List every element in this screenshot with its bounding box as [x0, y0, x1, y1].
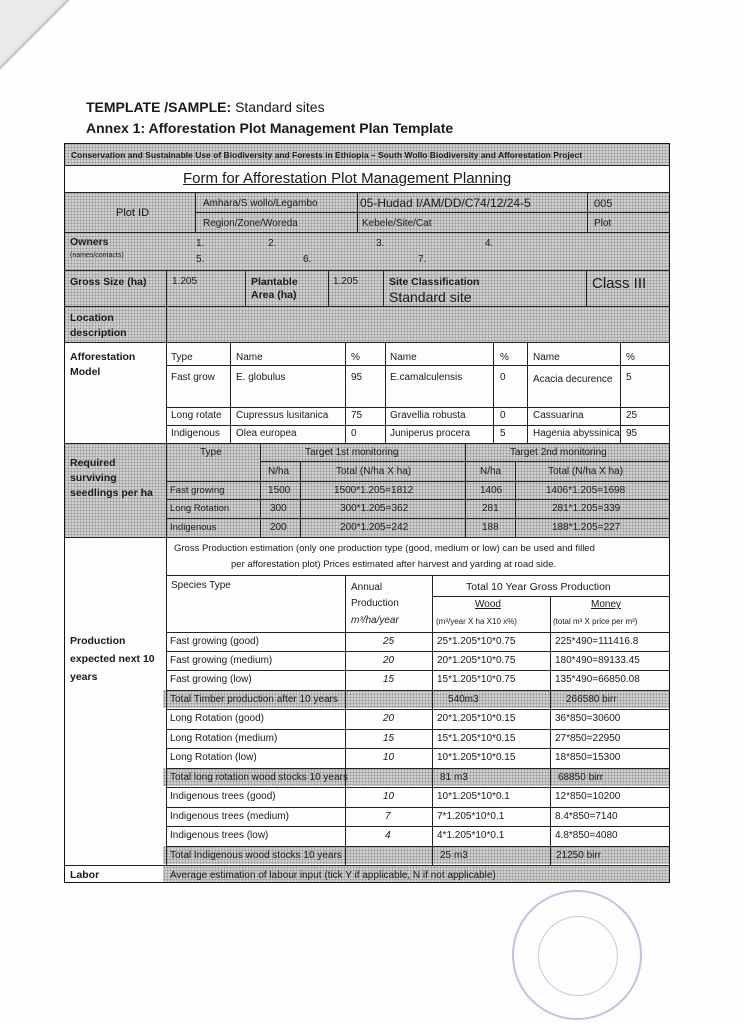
prod-cell: 4 [385, 830, 391, 841]
prod-total-cell: 21250 birr [556, 850, 602, 861]
prod-total-cell: 540m3 [448, 694, 479, 705]
site-classification-label: Site Classification [389, 276, 480, 288]
req-cell: 188*1.205=227 [552, 522, 621, 533]
template-heading-rest: Standard sites [235, 99, 325, 115]
prod-cell: Indigenous trees (medium) [170, 811, 289, 822]
prod-total-cell: 266580 birr [566, 694, 617, 705]
req-header-type: Type [200, 447, 222, 458]
aff-cell: Gravellia robusta [390, 410, 466, 421]
aff-cell: 5 [500, 428, 506, 439]
prod-header-wood: Wood [475, 599, 501, 610]
prod-cell: Long Rotation (low) [170, 752, 257, 763]
req-cell: 300 [270, 503, 287, 514]
aff-cell: 95 [351, 372, 363, 383]
prod-header-money: Money [591, 599, 622, 610]
req-cell: 1500 [268, 485, 291, 496]
template-heading-bold: TEMPLATE /SAMPLE: [86, 99, 232, 115]
prod-total-cell: Total Timber production after 10 years [170, 694, 338, 705]
aff-cell: 25 [626, 410, 638, 421]
aff-cell: E. globulus [236, 372, 286, 383]
aff-cell: E.camalculensis [390, 372, 463, 383]
region-zone-label: Region/Zone/Woreda [203, 218, 298, 229]
aff-header-pct-1: % [351, 352, 360, 363]
aff-header-pct-2: % [500, 352, 509, 363]
kebele-label: Kebele/Site/Cat [362, 218, 432, 229]
req-cell: 1500*1.205=1812 [334, 485, 414, 496]
req-header-nha-2: N/ha [480, 466, 502, 477]
req-cell: 281 [482, 503, 499, 514]
aff-cell: 5 [626, 372, 632, 383]
req-cell: 200 [270, 522, 287, 533]
owner-5: 5. [196, 254, 205, 265]
prod-cell: Long Rotation (good) [170, 713, 264, 724]
prod-cell: 25 [383, 636, 395, 647]
prod-cell: 10 [383, 752, 395, 763]
prod-header-species: Species Type [171, 580, 231, 591]
plantable-area-value: 1.205 [333, 276, 359, 287]
official-stamp [512, 890, 642, 1020]
owners-sublabel: (names/contacts) [70, 252, 124, 259]
aff-cell: Cassuarina [533, 410, 584, 421]
prod-cell: 15 [383, 674, 395, 685]
prod-cell: Indigenous trees (low) [170, 830, 269, 841]
prod-cell: 20*1.205*10*0.15 [437, 713, 516, 724]
aff-header-name-3: Name [533, 352, 560, 363]
prod-cell: 12*850=10200 [555, 791, 621, 802]
labor-label: Labor [70, 869, 100, 881]
page-corner-fold-highlight [0, 0, 66, 66]
plot-id-label: Plot ID [116, 207, 150, 219]
prod-cell: 135*490=66850.08 [555, 674, 640, 685]
aff-header-name-2: Name [390, 352, 417, 363]
req-header-target2: Target 2nd monitoring [510, 447, 607, 458]
req-cell: Indigenous [170, 522, 217, 533]
prod-total-cell: Total Indigenous wood stocks 10 years [170, 850, 342, 861]
prod-cell: 15*1.205*10*0.75 [437, 674, 516, 685]
req-cell: 1406*1.205=1698 [546, 485, 626, 496]
prod-total-cell: 81 m3 [440, 772, 468, 783]
prod-cell: Fast growing (medium) [170, 655, 273, 666]
prod-total-cell: 68850 birr [558, 772, 604, 783]
prod-cell: 10*1.205*10*0.15 [437, 752, 516, 763]
aff-cell: Olea europea [236, 428, 297, 439]
req-cell: 300*1.205=362 [340, 503, 409, 514]
prod-cell: Indigenous trees (good) [170, 791, 276, 802]
aff-header-name-1: Name [236, 352, 263, 363]
prod-cell: Fast growing (low) [170, 674, 252, 685]
req-header-nha-1: N/ha [268, 466, 290, 477]
owner-2: 2. [268, 238, 277, 249]
owners-label: Owners [70, 236, 109, 248]
prod-cell: 20 [383, 655, 395, 666]
req-cell: 281*1.205=339 [552, 503, 621, 514]
req-header-target1: Target 1st monitoring [305, 447, 399, 458]
prod-cell: 4.8*850=4080 [555, 830, 618, 841]
aff-cell: 0 [351, 428, 357, 439]
prod-cell: 20 [383, 713, 395, 724]
prod-cell: 225*490=111416.8 [555, 636, 639, 647]
owner-1: 1. [196, 238, 205, 249]
prod-cell: 10*1.205*10*0.1 [437, 791, 510, 802]
site-classification-value: Standard site [389, 289, 472, 305]
aff-cell: Long rotate [171, 410, 222, 421]
prod-cell: 8.4*850=7140 [555, 811, 618, 822]
prod-cell: 18*850=15300 [555, 752, 621, 763]
gross-size-value: 1.205 [172, 276, 198, 287]
prod-header-annual: Annual Production [351, 582, 399, 609]
req-cell: Fast growing [170, 485, 225, 496]
aff-cell: 0 [500, 372, 506, 383]
production-label: Production expected next 10 years [70, 635, 155, 683]
req-header-total-2: Total (N/ha X ha) [548, 466, 624, 477]
owner-7: 7. [418, 254, 427, 265]
req-cell: 188 [482, 522, 499, 533]
req-cell: Long Rotation [170, 503, 230, 514]
aff-cell: 0 [500, 410, 506, 421]
prod-cell: 4*1.205*10*0.1 [437, 830, 505, 841]
afforestation-model-label: Afforestation Model [70, 351, 136, 378]
plot-label: Plot [594, 218, 612, 229]
owner-4: 4. [485, 238, 494, 249]
prod-cell: 15*1.205*10*0.15 [437, 733, 516, 744]
plot-location-value: Amhara/S wollo/Legambo [203, 198, 318, 209]
plantable-area-label: Plantable Area (ha) [251, 276, 298, 301]
req-cell: 200*1.205=242 [340, 522, 409, 533]
prod-header-total10: Total 10 Year Gross Production [466, 581, 611, 593]
form-title: Form for Afforestation Plot Management Planning [183, 170, 512, 187]
prod-cell: 25*1.205*10*0.75 [437, 636, 516, 647]
gross-size-label: Gross Size (ha) [70, 276, 147, 288]
required-seedlings-label: Required surviving seedlings per ha [70, 457, 153, 499]
owner-6: 6. [303, 254, 312, 265]
prod-cell: 20*1.205*10*0.75 [437, 655, 516, 666]
class-value: Class III [592, 275, 647, 292]
prod-total-cell: Total long rotation wood stocks 10 years [170, 772, 348, 783]
prod-header-annual-unit: m³/ha/year [351, 615, 399, 626]
production-note-1: Gross Production estimation (only one production type (good, medium or low) can be used and filled [174, 543, 595, 554]
prod-cell: 10 [383, 791, 395, 802]
req-header-total-1: Total (N/ha X ha) [336, 466, 412, 477]
prod-header-wood-unit: (m³/year X ha X10 x%) [436, 617, 517, 626]
annex-heading: Annex 1: Afforestation Plot Management Plan Template [86, 120, 454, 136]
prod-cell: 7 [385, 811, 391, 822]
prod-cell: 27*850=22950 [555, 733, 621, 744]
labor-text: Average estimation of labour input (tick Y if applicable, N if not applicable) [170, 870, 496, 881]
plot-code-value: 05-Hudad I/AM/DD/C74/12/24-5 [360, 196, 531, 210]
production-note-2: per afforestation plot) Prices estimated after harvest and yarding at road side. [231, 559, 557, 570]
prod-total-cell: 25 m3 [440, 850, 468, 861]
project-banner: Conservation and Sustainable Use of Biodiversity and Forests in Ethiopia – South Wollo Biodiversity and Afforestation Project [71, 150, 583, 160]
aff-cell: Acacia decurence [533, 374, 613, 385]
aff-cell: Indigenous [171, 428, 220, 439]
aff-cell: Fast grow [171, 372, 215, 383]
prod-cell: 36*850=30600 [555, 713, 621, 724]
location-label: Location description [70, 312, 127, 339]
aff-cell: Hagenia abyssinica [533, 428, 620, 439]
aff-cell: 95 [626, 428, 638, 439]
aff-cell: Cupressus lusitanica [236, 410, 329, 421]
aff-cell: 75 [351, 410, 363, 421]
aff-cell: Juniperus procera [390, 428, 471, 439]
prod-cell: 15 [383, 733, 395, 744]
prod-cell: 180*490=89133.45 [555, 655, 640, 666]
prod-cell: Long Rotation (medium) [170, 733, 278, 744]
plot-number-value: 005 [594, 198, 613, 210]
prod-cell: 7*1.205*10*0.1 [437, 811, 505, 822]
template-heading [86, 99, 325, 115]
aff-header-type: Type [171, 352, 193, 363]
owner-3: 3. [376, 238, 385, 249]
prod-header-money-unit: (total m³ X price per m³) [553, 617, 638, 626]
aff-header-pct-3: % [626, 352, 635, 363]
prod-cell: Fast growing (good) [170, 636, 259, 647]
req-cell: 1406 [480, 485, 503, 496]
